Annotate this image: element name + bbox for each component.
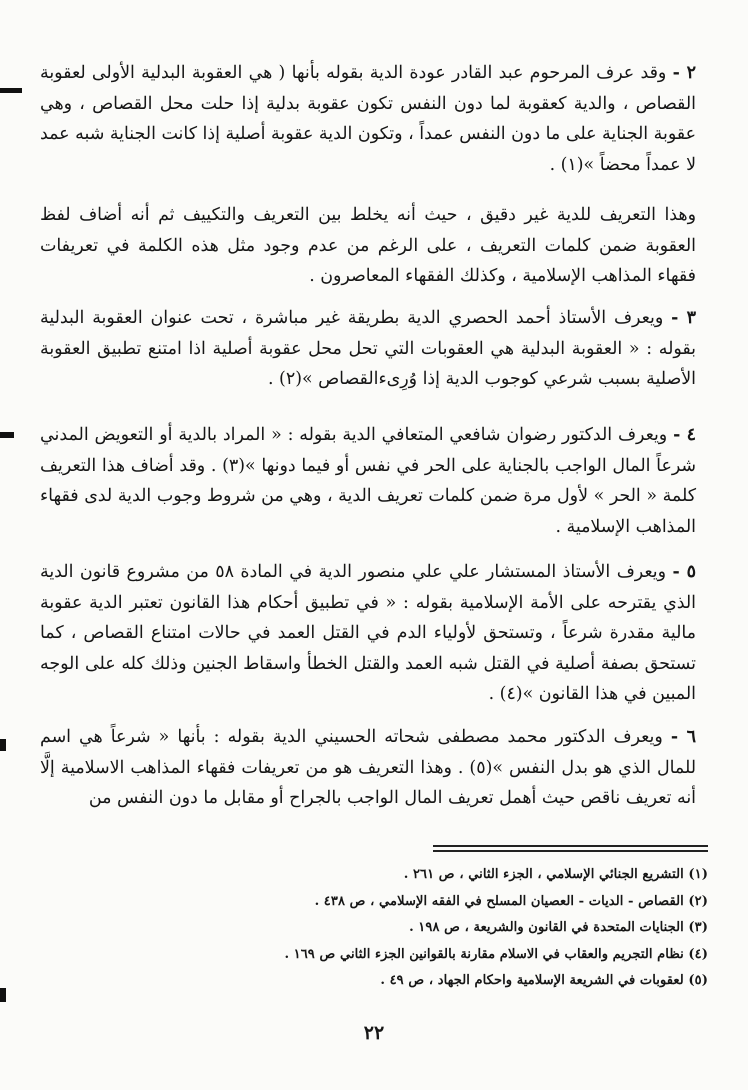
paragraph-text: ويعرف الأستاذ المستشار علي علي منصور الدية في المادة ٥٨ من مشروع قانون الدية الذي يقترحه على الأمة الإسلامية بقوله : « في تطبيق أحكام هذا القانون تعتبر الدية عقوبة مالية مقدرة شرعاً ، وتستحق لأولياء الدم في القتل العمد في حالات امتناع القصاص ، كما تستحق بصفة أصلية في القتل شبه العمد والقتل الخطأ واسقاط الجنين وذلك كله على الوجه المبين في هذا القانون »(٤) . bbox=[40, 562, 696, 704]
paragraph-text: ويعرف الدكتور رضوان شافعي المتعافي الدية بقوله : « المراد بالدية أو التعويض المدني شرعاً المال الواجب بالجناية على الحر في نفس أو فيما دونها »(٣) . وقد أضاف هذا التعريف كلمة « الحر » لأول مرة ضمن كلمات تعريف الدية ، وهي من شروط وجوب الدية لدى فقهاء المذاهب الإسلامية . bbox=[40, 425, 696, 537]
footnote-3: (٣) الجنايات المتحدة في القانون والشريعة ، ص ١٩٨ . bbox=[409, 920, 708, 935]
paragraph-number: ٤ - bbox=[673, 425, 696, 445]
footnote-2: (٢) القصاص - الديات - العصيان المسلح في الفقه الإسلامي ، ص ٤٣٨ . bbox=[314, 893, 708, 909]
paragraph-number: ٣ - bbox=[671, 308, 696, 328]
paragraph-number: ٦ - bbox=[670, 727, 696, 747]
paragraph-4 bbox=[40, 420, 696, 542]
paragraph-text: وهذا التعريف للدية غير دقيق ، حيث أنه يخلط بين التعريف والتكييف ثم أنه أضاف لفظ العقوبة ضمن كلمات التعريف ، على الرغم من عدم وجود مثل هذه الكلمة في تعريفات فقهاء المذاهب الإسلامية ، وكذلك الفقهاء المعاصرون . bbox=[40, 205, 696, 286]
margin-mark bbox=[0, 988, 6, 1002]
footnotes-list bbox=[148, 862, 708, 995]
footnote-divider bbox=[433, 845, 708, 847]
footnote-1: (١) التشريع الجنائي الإسلامي ، الجزء الثاني ، ص ٢٦١ . bbox=[403, 867, 708, 882]
paragraph-number: ٥ - bbox=[672, 562, 697, 582]
footnote-divider bbox=[433, 850, 708, 852]
paragraph-text: ويعرف الدكتور محمد مصطفى شحاته الحسيني الدية بقوله : بأنها « شرعاً هي اسم للمال الذي هو بدل النفس »(٥) . وهذا التعريف هو من تعريفات فقهاء المذاهب الاسلامية إلَّا أنه تعريف ناقص حيث أهمل تعريف المال الواجب بالجراح أو مقابل ما دون النفس من bbox=[40, 727, 697, 808]
paragraph-3 bbox=[40, 303, 696, 395]
paragraph-commentary bbox=[40, 200, 696, 292]
paragraph-2 bbox=[40, 58, 696, 180]
paragraph-text: وقد عرف المرحوم عبد القادر عودة الدية بقوله بأنها ( هي العقوبة البدلية الأولى لعقوبة القصاص ، والدية كعقوبة لما دون النفس تكون عقوبة بدلية إذا حلت محل القصاص ، وهي عقوبة الجناية على ما دون النفس عمداً ، وتكون الدية عقوبة أصلية إذا كانت الجناية شبه عمد لا عمداً محضاً »(١) . bbox=[40, 63, 696, 175]
margin-mark bbox=[0, 88, 22, 93]
paragraph-number: ٢ - bbox=[672, 63, 697, 83]
paragraph-text: ويعرف الأستاذ أحمد الحصري الدية بطريقة غير مباشرة ، تحت عنوان العقوبة البدلية بقوله : « العقوبة البدلية هي العقوبات التي تحل محل عقوبة أصلية اذا امتنع تطبيق العقوبة الأصلية بسبب شرعي كوجوب الدية إذا وُرِىءالقصاص »(٢) . bbox=[40, 308, 696, 389]
paragraph-6 bbox=[40, 722, 696, 814]
margin-mark bbox=[0, 739, 6, 751]
footnote-4: (٤) نظام التجريم والعقاب في الاسلام مقارنة بالقوانين الجزء الثاني ص ١٦٩ . bbox=[284, 946, 708, 962]
margin-mark bbox=[0, 432, 14, 438]
paragraph-5 bbox=[40, 557, 696, 710]
footnote-5: (٥) لعقوبات في الشريعة الإسلامية واحكام الجهاد ، ص ٤٩ . bbox=[380, 973, 708, 988]
page-number: ٢٢ bbox=[363, 1022, 385, 1044]
